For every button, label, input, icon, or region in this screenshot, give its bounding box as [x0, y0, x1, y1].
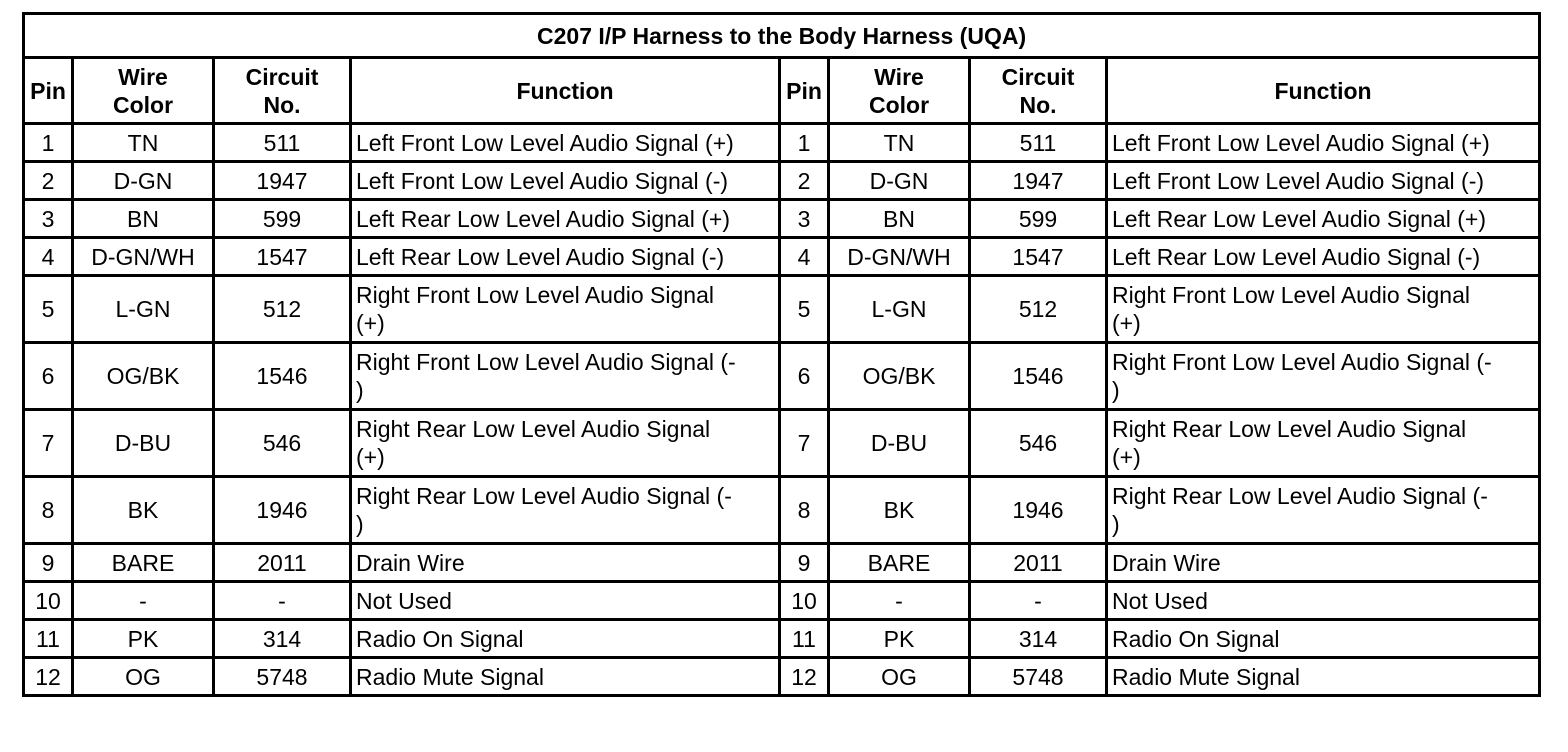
pin-cell-left: 2 — [24, 162, 73, 200]
pin-cell-right: 10 — [780, 582, 829, 620]
function-cell-right: Radio On Signal — [1107, 620, 1540, 658]
circuit-cell-right: 1947 — [970, 162, 1107, 200]
table-row — [24, 238, 1540, 276]
function-cell-left: Radio Mute Signal — [351, 658, 780, 696]
circuit-cell-right: 1546 — [970, 343, 1107, 410]
header-pin-left: Pin — [24, 58, 73, 124]
table-row — [24, 162, 1540, 200]
function-cell-right: Left Front Low Level Audio Signal (+) — [1107, 124, 1540, 162]
circuit-cell-left: 599 — [214, 200, 351, 238]
function-cell-right: Drain Wire — [1107, 544, 1540, 582]
table-body — [24, 124, 1540, 696]
function-cell-right: Not Used — [1107, 582, 1540, 620]
header-function-left: Function — [351, 58, 780, 124]
table-row — [24, 276, 1540, 343]
function-cell-left: Left Rear Low Level Audio Signal (-) — [351, 238, 780, 276]
header-circuit-no-left: Circuit No. — [214, 58, 351, 124]
wire-color-cell-left: BK — [73, 477, 214, 544]
pin-cell-left: 5 — [24, 276, 73, 343]
circuit-cell-right: 546 — [970, 410, 1107, 477]
wire-color-cell-right: BARE — [829, 544, 970, 582]
circuit-cell-left: 1546 — [214, 343, 351, 410]
wire-color-cell-right: D-BU — [829, 410, 970, 477]
table-row — [24, 343, 1540, 410]
function-cell-left: Right Front Low Level Audio Signal (+) — [351, 276, 780, 343]
circuit-cell-right: - — [970, 582, 1107, 620]
function-cell-right: Right Rear Low Level Audio Signal (+) — [1107, 410, 1540, 477]
circuit-cell-right: 512 — [970, 276, 1107, 343]
header-function-right: Function — [1107, 58, 1540, 124]
circuit-cell-left: 1947 — [214, 162, 351, 200]
pin-cell-left: 4 — [24, 238, 73, 276]
circuit-cell-left: 314 — [214, 620, 351, 658]
pin-cell-left: 10 — [24, 582, 73, 620]
table-row — [24, 477, 1540, 544]
table-title: C207 I/P Harness to the Body Harness (UQA) — [24, 14, 1540, 58]
pin-cell-right: 4 — [780, 238, 829, 276]
pin-cell-right: 2 — [780, 162, 829, 200]
wire-color-cell-right: D-GN — [829, 162, 970, 200]
table-row — [24, 410, 1540, 477]
wire-color-cell-left: PK — [73, 620, 214, 658]
wire-color-cell-left: OG — [73, 658, 214, 696]
wire-color-cell-right: PK — [829, 620, 970, 658]
pin-cell-right: 12 — [780, 658, 829, 696]
pin-cell-left: 3 — [24, 200, 73, 238]
function-cell-right: Left Rear Low Level Audio Signal (-) — [1107, 238, 1540, 276]
function-cell-right: Left Rear Low Level Audio Signal (+) — [1107, 200, 1540, 238]
circuit-cell-left: - — [214, 582, 351, 620]
header-row — [24, 58, 1540, 124]
wire-color-cell-right: OG/BK — [829, 343, 970, 410]
connector-table — [22, 12, 1541, 697]
table-row — [24, 658, 1540, 696]
pin-cell-left: 8 — [24, 477, 73, 544]
circuit-cell-right: 1946 — [970, 477, 1107, 544]
wire-color-cell-left: D-GN — [73, 162, 214, 200]
wire-color-cell-right: L-GN — [829, 276, 970, 343]
wire-color-cell-left: - — [73, 582, 214, 620]
circuit-cell-left: 5748 — [214, 658, 351, 696]
pin-cell-left: 7 — [24, 410, 73, 477]
circuit-cell-right: 2011 — [970, 544, 1107, 582]
header-circuit-no-right: Circuit No. — [970, 58, 1107, 124]
pin-cell-right: 3 — [780, 200, 829, 238]
wire-color-cell-right: OG — [829, 658, 970, 696]
circuit-cell-right: 1547 — [970, 238, 1107, 276]
function-cell-left: Right Rear Low Level Audio Signal (- ) — [351, 477, 780, 544]
title-row — [24, 14, 1540, 58]
table-row — [24, 620, 1540, 658]
function-cell-right: Right Rear Low Level Audio Signal (- ) — [1107, 477, 1540, 544]
function-cell-left: Right Rear Low Level Audio Signal (+) — [351, 410, 780, 477]
header-wire-color-right: Wire Color — [829, 58, 970, 124]
table-row — [24, 124, 1540, 162]
pin-cell-right: 11 — [780, 620, 829, 658]
pin-cell-right: 8 — [780, 477, 829, 544]
circuit-cell-left: 1946 — [214, 477, 351, 544]
function-cell-left: Drain Wire — [351, 544, 780, 582]
function-cell-right: Left Front Low Level Audio Signal (-) — [1107, 162, 1540, 200]
function-cell-right: Right Front Low Level Audio Signal (- ) — [1107, 343, 1540, 410]
header-pin-right: Pin — [780, 58, 829, 124]
circuit-cell-right: 314 — [970, 620, 1107, 658]
function-cell-left: Left Front Low Level Audio Signal (-) — [351, 162, 780, 200]
function-cell-left: Left Front Low Level Audio Signal (+) — [351, 124, 780, 162]
pin-cell-right: 5 — [780, 276, 829, 343]
pin-cell-left: 6 — [24, 343, 73, 410]
circuit-cell-left: 546 — [214, 410, 351, 477]
circuit-cell-right: 599 — [970, 200, 1107, 238]
function-cell-left: Right Front Low Level Audio Signal (- ) — [351, 343, 780, 410]
wire-color-cell-left: D-GN/WH — [73, 238, 214, 276]
circuit-cell-left: 2011 — [214, 544, 351, 582]
table-row — [24, 544, 1540, 582]
pin-cell-right: 6 — [780, 343, 829, 410]
wire-color-cell-right: - — [829, 582, 970, 620]
wire-color-cell-right: D-GN/WH — [829, 238, 970, 276]
pin-cell-right: 9 — [780, 544, 829, 582]
wire-color-cell-left: D-BU — [73, 410, 214, 477]
pin-cell-left: 12 — [24, 658, 73, 696]
wire-color-cell-right: BN — [829, 200, 970, 238]
circuit-cell-left: 511 — [214, 124, 351, 162]
pin-cell-left: 11 — [24, 620, 73, 658]
circuit-cell-right: 511 — [970, 124, 1107, 162]
function-cell-right: Right Front Low Level Audio Signal (+) — [1107, 276, 1540, 343]
table-row — [24, 582, 1540, 620]
wire-color-cell-right: BK — [829, 477, 970, 544]
function-cell-left: Left Rear Low Level Audio Signal (+) — [351, 200, 780, 238]
wire-color-cell-left: BARE — [73, 544, 214, 582]
wire-color-cell-left: TN — [73, 124, 214, 162]
wire-color-cell-left: BN — [73, 200, 214, 238]
pin-cell-left: 9 — [24, 544, 73, 582]
pin-cell-left: 1 — [24, 124, 73, 162]
pin-cell-right: 7 — [780, 410, 829, 477]
circuit-cell-left: 512 — [214, 276, 351, 343]
header-wire-color-left: Wire Color — [73, 58, 214, 124]
wire-color-cell-left: L-GN — [73, 276, 214, 343]
circuit-cell-left: 1547 — [214, 238, 351, 276]
function-cell-left: Radio On Signal — [351, 620, 780, 658]
wire-color-cell-right: TN — [829, 124, 970, 162]
function-cell-left: Not Used — [351, 582, 780, 620]
function-cell-right: Radio Mute Signal — [1107, 658, 1540, 696]
table-row — [24, 200, 1540, 238]
circuit-cell-right: 5748 — [970, 658, 1107, 696]
wire-color-cell-left: OG/BK — [73, 343, 214, 410]
pin-cell-right: 1 — [780, 124, 829, 162]
